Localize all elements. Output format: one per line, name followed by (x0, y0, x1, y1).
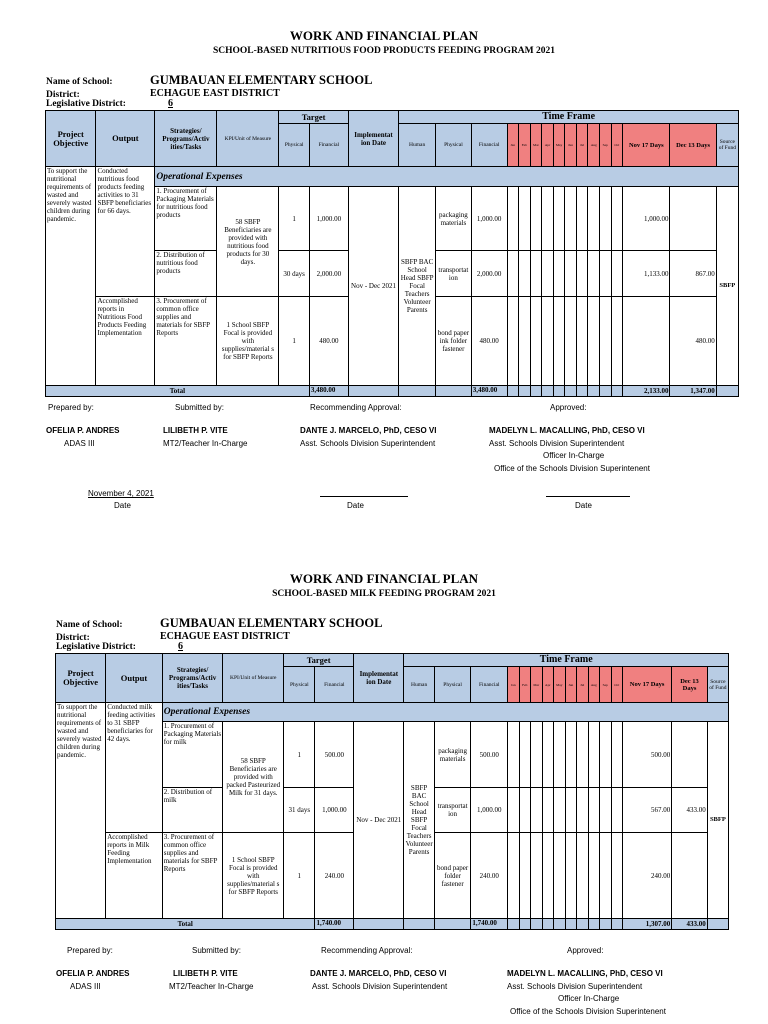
human-resources: SBFP BAC School Head SBFP Focal Teachers Volunteer Parents (399, 187, 436, 386)
project-objective: To support the nutritional requirements of wasted and severely wasted children during pandemic. (56, 703, 106, 919)
source-of-fund: SBFP (707, 722, 728, 919)
nov-amount-2: 1,133.00 (623, 251, 670, 297)
header-dec: Dec 13 Days (672, 667, 708, 703)
dec-amount-2: 433.00 (672, 788, 708, 833)
header-month: Mar (531, 667, 543, 703)
nov-amount-3 (623, 297, 670, 386)
header-month: Jul (577, 667, 589, 703)
dec-amount-1 (670, 187, 716, 251)
header-source-of-fund: Source of Fund (707, 667, 728, 703)
resource-financial-3: 240.00 (471, 833, 508, 919)
approved-by-position-2: Officer In-Charge (543, 451, 605, 460)
header-month: Mar (530, 124, 542, 167)
header-output: Output (96, 111, 155, 167)
nov-amount-1: 500.00 (623, 722, 672, 788)
header-month: Apr (542, 667, 554, 703)
total-label: Total (46, 386, 310, 397)
nov-amount-2: 567.00 (623, 788, 672, 833)
total-target-financial: 1,740.00 (315, 919, 354, 930)
school-name: GUMBAUAN ELEMENTARY SCHOOL (160, 616, 383, 630)
dec-amount-1 (672, 722, 708, 788)
approved-date-label: Date (575, 501, 592, 510)
human-resources: SBFP BAC School Head SBFP Focal Teachers Volunteer Parents (404, 722, 434, 919)
approved-label: Approved: (550, 403, 587, 412)
total-nov: 2,133.00 (623, 386, 670, 397)
header-month: Oct (611, 124, 623, 167)
prepared-date-label: Date (114, 501, 131, 510)
strategy-1: 1. Procurement of Packaging Materials for milk (162, 722, 223, 788)
prepared-by-name: OFELIA P. ANDRES (46, 426, 120, 435)
header-kpi: KPI/Unit of Measure (223, 654, 284, 703)
prepared-by-label: Prepared by: (67, 946, 113, 955)
resource-financial-2: 1,000.00 (471, 788, 508, 833)
header-month: Apr (542, 124, 554, 167)
header-resource-financial: Financial (471, 124, 507, 167)
kpi-group: 58 SBFP Beneficiaries are provided with packed Pasteurized Milk for 31 days. (223, 722, 284, 833)
approved-by-position-2: Officer In-Charge (558, 994, 620, 1003)
header-nov: Nov 17 Days (623, 124, 670, 167)
plan-table (45, 110, 739, 397)
dec-amount-3 (672, 833, 708, 919)
header-output: Output (106, 654, 163, 703)
nov-amount-1: 1,000.00 (623, 187, 670, 251)
target-financial-2: 1,000.00 (315, 788, 354, 833)
header-month: Oct (611, 667, 623, 703)
resource-financial-2: 2,000.00 (471, 251, 507, 297)
total-dec: 433.00 (672, 919, 708, 930)
recommending-approval-label: Recommending Approval: (321, 946, 413, 955)
total-nov: 1,307.00 (623, 919, 672, 930)
approved-by-office: Office of the Schools Division Superintenent (510, 1007, 666, 1016)
strategy-2: 2. Distribution of milk (162, 788, 223, 833)
header-dec: Dec 13 Days (670, 124, 716, 167)
header-impl-date: Implementat ion Date (354, 654, 404, 703)
submitted-by-position: MT2/Teacher In-Charge (163, 439, 248, 448)
target-physical-3: 1 (284, 833, 315, 919)
header-month: May (554, 667, 566, 703)
prepared-by-name: OFELIA P. ANDRES (56, 969, 130, 978)
header-target-physical: Physical (279, 124, 309, 167)
school-name: GUMBAUAN ELEMENTARY SCHOOL (150, 73, 373, 87)
plan-table (55, 653, 729, 930)
target-financial-1: 1,000.00 (309, 187, 348, 251)
recommending-approval-position: Asst. Schools Division Superintendent (300, 439, 436, 448)
header-impl-date: Implementat ion Date (348, 111, 398, 167)
resource-financial-1: 500.00 (471, 722, 508, 788)
plan-title: WORK AND FINANCIAL PLAN (289, 571, 479, 586)
target-financial-2: 2,000.00 (309, 251, 348, 297)
legislative-district-label: Legislative District: (46, 99, 126, 109)
legislative-district-label: Legislative District: (56, 642, 136, 652)
resource-physical-2: transportat ion (436, 251, 472, 297)
header-month: Sep (600, 667, 612, 703)
total-resource-financial: 1,740.00 (471, 919, 508, 930)
header-time-frame: Time Frame (404, 654, 729, 667)
submitted-by-position: MT2/Teacher In-Charge (169, 982, 254, 991)
strategy-3: 3. Procurement of common office supplies and materials for SBFP Reports (155, 297, 217, 386)
approved-by-position: Asst. Schools Division Superintendent (507, 982, 643, 991)
recommending-date-label: Date (347, 501, 364, 510)
school-label: Name of School: (46, 77, 113, 87)
plan-subtitle: SCHOOL-BASED MILK FEEDING PROGRAM 2021 (272, 589, 496, 599)
kpi-3: 1 School SBFP Focal is provided with supplies/material s for SBFP Reports (217, 297, 279, 386)
prepared-by-position: ADAS III (64, 439, 95, 448)
header-month: Aug (588, 124, 600, 167)
plan-title: WORK AND FINANCIAL PLAN (289, 28, 479, 43)
header-project-objective: Project Objective (46, 111, 96, 167)
target-physical-1: 1 (284, 722, 315, 788)
recommending-date-line (320, 496, 408, 497)
header-target-physical: Physical (284, 667, 315, 703)
target-physical-1: 1 (279, 187, 309, 251)
header-month: Jun (565, 667, 577, 703)
target-physical-3: 1 (279, 297, 309, 386)
district-label: District: (56, 633, 90, 643)
dec-amount-2: 867.00 (670, 251, 716, 297)
header-resource-physical: Physical (434, 667, 471, 703)
header-resource-financial: Financial (471, 667, 508, 703)
district-name: ECHAGUE EAST DISTRICT (150, 88, 280, 99)
header-nov: Nov 17 Days (623, 667, 672, 703)
submitted-by-name: LILIBETH P. VITE (163, 426, 228, 435)
header-month: Jul (576, 124, 588, 167)
target-financial-3: 480.00 (309, 297, 348, 386)
project-objective: To support the nutritional requirements of wasted and severely wasted children during pandemic. (46, 167, 96, 386)
resource-financial-3: 480.00 (471, 297, 507, 386)
output-1: Conducted milk feeding activities to 31 SBFP beneficiaries for 42 days. (106, 703, 163, 833)
target-physical-2: 30 days (279, 251, 309, 297)
resource-physical-1: packaging materials (434, 722, 471, 788)
legislative-district-value: 6 (178, 641, 183, 652)
output-2: Accomplished reports in Nutritious Food Products Feeding Implementation (96, 297, 155, 386)
total-resource-financial: 3,480.00 (471, 386, 507, 397)
output-2: Accomplished reports in Milk Feeding Implementation (106, 833, 163, 919)
strategy-3: 3. Procurement of common office supplies and materials for SBFP Reports (162, 833, 223, 919)
plan-subtitle: SCHOOL-BASED NUTRITIOUS FOOD PRODUCTS FEEDING PROGRAM 2021 (212, 46, 556, 56)
header-target: Target (284, 654, 354, 667)
operational-expenses-label: Operational Expenses (155, 167, 739, 187)
strategy-2: 2. Distribution of nutritious food products (155, 251, 217, 297)
header-human: Human (404, 667, 434, 703)
header-month: Aug (588, 667, 600, 703)
resource-physical-3: bond paper ink folder fastener (436, 297, 472, 386)
district-label: District: (46, 90, 80, 100)
header-month: Jan (508, 667, 520, 703)
resource-physical-2: transportat ion (434, 788, 471, 833)
header-target-financial: Financial (315, 667, 354, 703)
recommending-approval-name: DANTE J. MARCELO, PhD, CESO VI (310, 969, 447, 978)
header-project-objective: Project Objective (56, 654, 106, 703)
approved-by-office: Office of the Schools Division Superintenent (494, 464, 650, 473)
total-target-financial: 3,480.00 (309, 386, 348, 397)
prepared-date-value: November 4, 2021 (88, 489, 154, 498)
prepared-by-label: Prepared by: (48, 403, 94, 412)
header-time-frame: Time Frame (399, 111, 739, 124)
submitted-by-label: Submitted by: (175, 403, 224, 412)
legislative-district-value: 6 (168, 98, 173, 109)
dec-amount-3: 480.00 (670, 297, 716, 386)
resource-physical-3: bond paper folder fastener (434, 833, 471, 919)
strategy-1: 1. Procurement of Packaging Materials for nutritious food products (155, 187, 217, 251)
submitted-by-name: LILIBETH P. VITE (173, 969, 238, 978)
operational-expenses-label: Operational Expenses (162, 703, 728, 722)
header-month: Feb (519, 667, 531, 703)
approved-by-name: MADELYN L. MACALLING, PhD, CESO VI (489, 426, 645, 435)
output-1: Conducted nutritious food products feeding activities to 31 SBFP beneficiaries for 66 days. (96, 167, 155, 297)
resource-financial-1: 1,000.00 (471, 187, 507, 251)
approved-date-line (546, 496, 630, 497)
recommending-approval-name: DANTE J. MARCELO, PhD, CESO VI (300, 426, 437, 435)
implementation-date: Nov - Dec 2021 (348, 187, 398, 386)
header-resource-physical: Physical (436, 124, 472, 167)
header-month: May (553, 124, 565, 167)
approved-by-position: Asst. Schools Division Superintendent (489, 439, 625, 448)
header-target: Target (279, 111, 348, 124)
header-month: Jun (565, 124, 577, 167)
implementation-date: Nov - Dec 2021 (354, 722, 404, 919)
recommending-approval-label: Recommending Approval: (310, 403, 402, 412)
header-month: Jan (507, 124, 519, 167)
resource-physical-1: packaging materials (436, 187, 472, 251)
header-human: Human (399, 124, 436, 167)
target-financial-3: 240.00 (315, 833, 354, 919)
target-physical-2: 31 days (284, 788, 315, 833)
total-label: Total (56, 919, 315, 930)
approved-label: Approved: (567, 946, 604, 955)
total-dec: 1,347.00 (670, 386, 716, 397)
header-kpi: KPI/Unit of Measure (217, 111, 279, 167)
header-strategies: Strategies/ Programs/Activ ities/Tasks (155, 111, 217, 167)
approved-by-name: MADELYN L. MACALLING, PhD, CESO VI (507, 969, 663, 978)
recommending-approval-position: Asst. Schools Division Superintendent (312, 982, 448, 991)
district-name: ECHAGUE EAST DISTRICT (160, 631, 290, 642)
header-target-financial: Financial (309, 124, 348, 167)
kpi-group: 58 SBFP Beneficiaries are provided with nutritious food products for 30 days. (217, 187, 279, 297)
source-of-fund: SBFP (716, 187, 738, 386)
kpi-3: 1 School SBFP Focal is provided with supplies/material s for SBFP Reports (223, 833, 284, 919)
header-source-of-fund: Source of Fund (716, 124, 738, 167)
nov-amount-3: 240.00 (623, 833, 672, 919)
target-financial-1: 500.00 (315, 722, 354, 788)
school-label: Name of School: (56, 620, 123, 630)
header-month: Feb (519, 124, 531, 167)
header-month: Sep (600, 124, 612, 167)
submitted-by-label: Submitted by: (192, 946, 241, 955)
prepared-by-position: ADAS III (70, 982, 101, 991)
header-strategies: Strategies/ Programs/Activ ities/Tasks (162, 654, 223, 703)
